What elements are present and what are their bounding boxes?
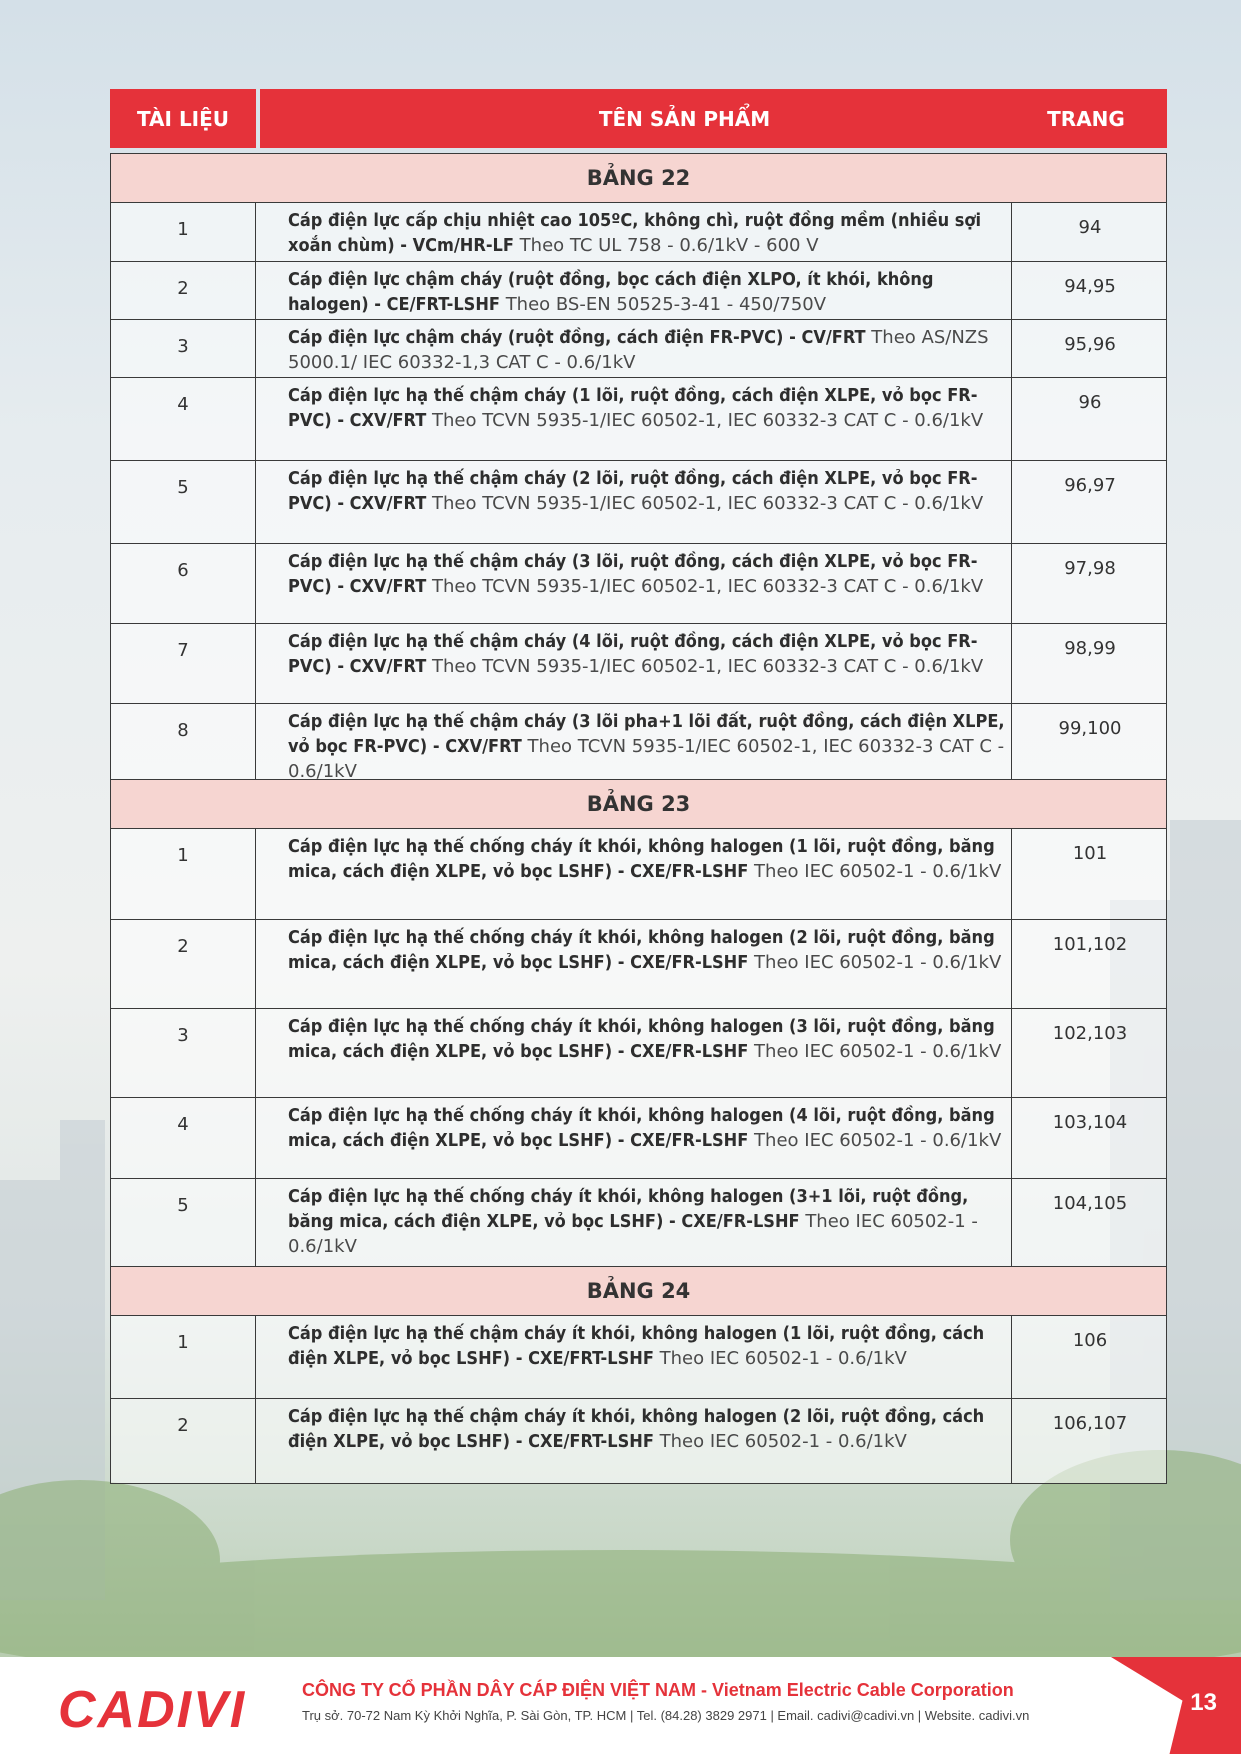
product-name: Cáp điện lực chậm cháy (ruột đồng, cách điện FR-PVC) - CV/FRT (288, 327, 866, 348)
product-cell (256, 461, 1011, 543)
row-number: 1 (111, 1316, 256, 1398)
row-number: 1 (111, 829, 256, 919)
page-ref: 106 (1011, 1316, 1168, 1398)
company-name: CÔNG TY CỔ PHẦN DÂY CÁP ĐIỆN VIỆT NAM - Vietnam Electric Cable Corporation (302, 1680, 1014, 1700)
footer (0, 1657, 1241, 1754)
page-ref: 106,107 (1011, 1399, 1168, 1483)
header-page: TRANG (1005, 89, 1167, 148)
page-number: 13 (1190, 1689, 1217, 1716)
product-standard: Theo TCVN 5935-1/IEC 60502-1, IEC 60332-3 CAT C - 0.6/1kV (432, 656, 984, 677)
table-row (111, 919, 1166, 1008)
product-name: Cáp điện lực hạ thế chống cháy ít khói, không halogen (4 lõi, ruột đồng, băng mica, cách điện XLPE, vỏ bọc LSHF) - CXE/FR-LSHF (288, 1105, 995, 1151)
product-standard: Theo IEC 60502-1 - 0.6/1kV (288, 1211, 978, 1257)
page-ref: 96,97 (1011, 461, 1168, 543)
table-row (111, 1008, 1166, 1097)
product-cell (256, 378, 1011, 460)
table-row (111, 543, 1166, 623)
product-cell (256, 262, 1011, 319)
table-row (111, 1398, 1166, 1483)
row-number: 5 (111, 461, 256, 543)
row-number: 4 (111, 378, 256, 460)
page-ref: 103,104 (1011, 1098, 1168, 1178)
header-doc: TÀI LIỆU (110, 89, 256, 148)
product-standard: Theo IEC 60502-1 - 0.6/1kV (659, 1431, 907, 1452)
table-row (111, 829, 1166, 919)
table-row (111, 460, 1166, 543)
product-standard: Theo IEC 60502-1 - 0.6/1kV (754, 1130, 1002, 1151)
table-row (111, 1316, 1166, 1398)
product-standard: Theo TCVN 5935-1/IEC 60502-1, IEC 60332-3 CAT C - 0.6/1kV (432, 576, 984, 597)
page-ref: 94 (1011, 203, 1168, 261)
product-name: Cáp điện lực hạ thế chậm cháy (2 lõi, ruột đồng, cách điện XLPE, vỏ bọc FR-PVC) - CXV/FRT (288, 468, 978, 514)
product-cell (256, 1399, 1011, 1483)
product-name: Cáp điện lực hạ thế chống cháy ít khói, không halogen (1 lõi, ruột đồng, băng mica, cách điện XLPE, vỏ bọc LSHF) - CXE/FR-LSHF (288, 836, 995, 882)
table-row (111, 319, 1166, 377)
product-cell (256, 203, 1011, 261)
page-ref: 101,102 (1011, 920, 1168, 1008)
product-table (110, 153, 1167, 1484)
page-ref: 101 (1011, 829, 1168, 919)
product-standard: Theo IEC 60502-1 - 0.6/1kV (754, 861, 1002, 882)
product-cell (256, 320, 1011, 377)
product-cell (256, 829, 1011, 919)
row-number: 8 (111, 704, 256, 779)
row-number: 2 (111, 920, 256, 1008)
page-ref: 95,96 (1011, 320, 1168, 377)
product-standard: Theo IEC 60502-1 - 0.6/1kV (659, 1348, 907, 1369)
product-name: Cáp điện lực hạ thế chậm cháy (4 lõi, ruột đồng, cách điện XLPE, vỏ bọc FR-PVC) - CXV/FRT (288, 631, 978, 677)
section-title: BẢNG 24 (111, 1266, 1166, 1316)
row-number: 2 (111, 1399, 256, 1483)
table-row (111, 203, 1166, 261)
product-name: Cáp điện lực cấp chịu nhiệt cao 105ºC, không chì, ruột đồng mềm (nhiều sợi xoắn chùm) - VCm/HR-LF (288, 210, 982, 256)
page-badge (1111, 1657, 1241, 1754)
product-name: Cáp điện lực hạ thế chống cháy ít khói, không halogen (2 lõi, ruột đồng, băng mica, cách điện XLPE, vỏ bọc LSHF) - CXE/FR-LSHF (288, 927, 995, 973)
product-standard: Theo TCVN 5935-1/IEC 60502-1, IEC 60332-3 CAT C - 0.6/1kV (288, 736, 1005, 782)
table-row (111, 1178, 1166, 1266)
table-header (110, 89, 1167, 148)
page-ref: 98,99 (1011, 624, 1168, 703)
product-name: Cáp điện lực hạ thế chống cháy ít khói, không halogen (3+1 lõi, ruột đồng, băng mica, cách điện XLPE, vỏ bọc LSHF) - CXE/FR-LSHF (288, 1186, 969, 1232)
product-cell (256, 1009, 1011, 1097)
product-cell (256, 544, 1011, 623)
product-name: Cáp điện lực chậm cháy (ruột đồng, bọc cách điện XLPO, ít khói, không halogen) - CE/FRT-LSHF (288, 269, 934, 315)
product-name: Cáp điện lực hạ thế chậm cháy ít khói, không halogen (2 lõi, ruột đồng, cách điện XLPE, vỏ bọc LSHF) - CXE/FRT-LSHF (288, 1406, 985, 1452)
row-number: 7 (111, 624, 256, 703)
product-cell (256, 1098, 1011, 1178)
product-cell (256, 704, 1011, 782)
product-standard: Theo IEC 60502-1 - 0.6/1kV (754, 1041, 1002, 1062)
section-title: BẢNG 22 (111, 153, 1166, 203)
product-standard: Theo BS-EN 50525-3-41 - 450/750V (505, 294, 827, 315)
page-ref: 97,98 (1011, 544, 1168, 623)
product-cell (256, 624, 1011, 703)
product-cell (256, 1316, 1011, 1398)
product-standard: Theo AS/NZS 5000.1/ IEC 60332-1,3 CAT C - 0.6/1kV (288, 327, 989, 373)
row-number: 1 (111, 203, 256, 261)
product-name: Cáp điện lực hạ thế chậm cháy (3 lõi pha+1 lõi đất, ruột đồng, cách điện XLPE, vỏ bọc FR-PVC) - CXV/FRT (288, 711, 1005, 757)
product-cell (256, 920, 1011, 1008)
page-ref: 99,100 (1011, 704, 1168, 779)
page-ref: 96 (1011, 378, 1168, 460)
header-product-name: TÊN SẢN PHẨM (260, 89, 1109, 148)
product-name: Cáp điện lực hạ thế chậm cháy (1 lõi, ruột đồng, cách điện XLPE, vỏ bọc FR-PVC) - CXV/FRT (288, 385, 978, 431)
page-ref: 102,103 (1011, 1009, 1168, 1097)
table-row (111, 261, 1166, 319)
row-number: 5 (111, 1179, 256, 1266)
product-standard: Theo TC UL 758 - 0.6/1kV - 600 V (519, 235, 819, 256)
product-name: Cáp điện lực hạ thế chống cháy ít khói, không halogen (3 lõi, ruột đồng, băng mica, cách điện XLPE, vỏ bọc LSHF) - CXE/FR-LSHF (288, 1016, 995, 1062)
table-row (111, 1097, 1166, 1178)
product-standard: Theo TCVN 5935-1/IEC 60502-1, IEC 60332-3 CAT C - 0.6/1kV (432, 493, 984, 514)
product-standard: Theo TCVN 5935-1/IEC 60502-1, IEC 60332-3 CAT C - 0.6/1kV (432, 410, 984, 431)
row-number: 2 (111, 262, 256, 319)
product-name: Cáp điện lực hạ thế chậm cháy ít khói, không halogen (1 lõi, ruột đồng, cách điện XLPE, vỏ bọc LSHF) - CXE/FRT-LSHF (288, 1323, 985, 1369)
table-row (111, 623, 1166, 703)
cadivi-logo: CADIVI (58, 1681, 247, 1739)
page-ref: 94,95 (1011, 262, 1168, 319)
row-number: 3 (111, 320, 256, 377)
row-number: 6 (111, 544, 256, 623)
product-cell (256, 1179, 1011, 1266)
product-standard: Theo IEC 60502-1 - 0.6/1kV (754, 952, 1002, 973)
row-number: 3 (111, 1009, 256, 1097)
row-number: 4 (111, 1098, 256, 1178)
page-ref: 104,105 (1011, 1179, 1168, 1266)
table-row (111, 703, 1166, 782)
product-name: Cáp điện lực hạ thế chậm cháy (3 lõi, ruột đồng, cách điện XLPE, vỏ bọc FR-PVC) - CXV/FRT (288, 551, 978, 597)
company-address: Trụ sở. 70-72 Nam Kỳ Khởi Nghĩa, P. Sài Gòn, TP. HCM | Tel. (84.28) 3829 2971 | Email. cadivi@cadivi.vn | Website. cadivi.vn (302, 1708, 1030, 1723)
table-row (111, 377, 1166, 460)
section-title: BẢNG 23 (111, 779, 1166, 829)
